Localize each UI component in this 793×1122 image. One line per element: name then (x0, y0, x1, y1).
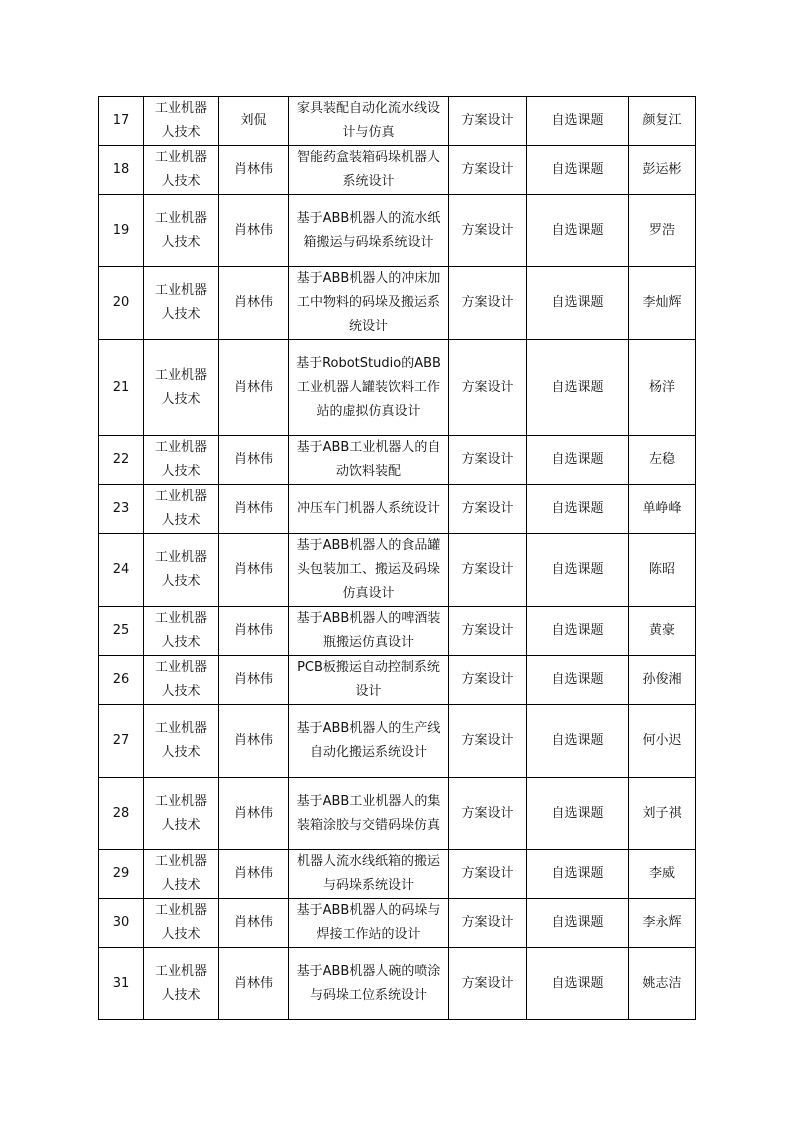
row-number-cell (99, 778, 144, 850)
student-cell-text: 彭运彬 (642, 162, 682, 177)
topic-cell-text: PCB板搬运自动控制系统设计 (297, 660, 440, 699)
advisor-cell-text: 肖林伟 (233, 915, 273, 930)
major-cell (144, 850, 219, 899)
topic-cell (289, 534, 449, 607)
project-type-cell (449, 850, 527, 899)
project-type-cell-text: 方案设计 (461, 733, 514, 748)
topic-cell-text: 基于ABB机器人碗的喷涂与码垛工位系统设计 (296, 963, 441, 1003)
topic-cell-text: 基于ABB工业机器人的自动饮料装配 (296, 440, 441, 479)
major-cell (144, 705, 219, 778)
row-number-cell (99, 267, 144, 340)
topic-source-cell (527, 850, 629, 899)
row-number-cell-text: 21 (112, 379, 130, 395)
topic-source-cell (527, 534, 629, 607)
row-number-cell-text: 18 (112, 162, 130, 177)
topic-cell (289, 146, 449, 195)
major-cell-text: 工业机器人技术 (154, 721, 207, 760)
topic-source-cell-text: 自选课题 (551, 866, 604, 881)
major-cell (144, 340, 219, 436)
major-cell (144, 899, 219, 948)
student-cell-text: 李永辉 (642, 915, 682, 930)
student-cell-text: 陈昭 (648, 562, 675, 577)
topic-cell (289, 778, 449, 850)
table-row (99, 778, 696, 850)
row-number-cell-text: 22 (112, 452, 130, 467)
major-cell (144, 656, 219, 705)
table-row (99, 485, 696, 534)
topic-cell (289, 340, 449, 436)
advisor-cell (219, 705, 289, 778)
student-cell (629, 705, 696, 778)
major-cell-text: 工业机器人技术 (154, 611, 207, 650)
student-cell (629, 97, 696, 146)
advisor-cell (219, 948, 289, 1020)
project-type-cell (449, 948, 527, 1020)
row-number-cell-text: 27 (112, 733, 130, 748)
advisor-cell (219, 146, 289, 195)
topic-source-cell-text: 自选课题 (551, 452, 604, 467)
topic-cell-text: 基于RobotStudio的ABB工业机器人罐装饮料工作站的虚拟仿真设计 (296, 355, 441, 419)
student-cell-text: 杨洋 (648, 379, 675, 395)
project-type-cell (449, 656, 527, 705)
table-row (99, 656, 696, 705)
topic-source-cell (527, 778, 629, 850)
topic-cell (289, 436, 449, 485)
major-cell (144, 534, 219, 607)
major-cell-text: 工业机器人技术 (154, 550, 207, 589)
student-cell (629, 340, 696, 436)
row-number-cell-text: 30 (112, 915, 130, 930)
project-type-cell-text: 方案设计 (461, 113, 514, 128)
topic-cell (289, 485, 449, 534)
project-type-cell (449, 534, 527, 607)
row-number-cell-text: 17 (112, 113, 130, 128)
row-number-cell (99, 705, 144, 778)
topic-source-cell-text: 自选课题 (551, 975, 604, 991)
project-type-cell-text: 方案设计 (461, 222, 514, 238)
topic-source-cell-text: 自选课题 (551, 113, 604, 128)
project-type-cell (449, 267, 527, 340)
advisor-cell (219, 267, 289, 340)
project-type-cell (449, 340, 527, 436)
table-row (99, 97, 696, 146)
table-row (99, 436, 696, 485)
advisor-cell (219, 534, 289, 607)
major-cell-text: 工业机器人技术 (154, 793, 207, 833)
table-row (99, 705, 696, 778)
advisor-cell (219, 899, 289, 948)
advisor-cell-text: 肖林伟 (233, 805, 273, 821)
advisor-cell-text: 肖林伟 (233, 623, 273, 638)
row-number-cell-text: 28 (112, 805, 130, 821)
major-cell-text: 工业机器人技术 (154, 440, 207, 479)
topic-cell-text: 智能药盒装箱码垛机器人系统设计 (296, 150, 440, 189)
advisor-cell-text: 刘侃 (240, 113, 267, 128)
project-type-cell (449, 778, 527, 850)
advisor-cell-text: 肖林伟 (233, 452, 273, 467)
row-number-cell-text: 20 (112, 295, 130, 310)
project-type-cell (449, 436, 527, 485)
topic-source-cell-text: 自选课题 (551, 805, 604, 821)
topic-cell-text: 基于ABB机器人的码垛与焊接工作站的设计 (296, 903, 441, 942)
advisor-cell-text: 肖林伟 (233, 975, 273, 991)
student-cell (629, 778, 696, 850)
advisor-cell (219, 195, 289, 267)
table-row (99, 146, 696, 195)
table-row (99, 850, 696, 899)
topic-source-cell (527, 948, 629, 1020)
project-type-cell (449, 485, 527, 534)
student-cell (629, 948, 696, 1020)
advisor-cell (219, 778, 289, 850)
topic-cell-text: 冲压车门机器人系统设计 (296, 501, 440, 516)
student-cell-text: 姚志洁 (642, 975, 682, 991)
topic-source-cell-text: 自选课题 (551, 295, 604, 310)
major-cell-text: 工业机器人技术 (154, 101, 207, 140)
advisor-cell (219, 340, 289, 436)
row-number-cell-text: 23 (112, 501, 130, 516)
topic-source-cell-text: 自选课题 (551, 379, 604, 395)
advisor-cell (219, 656, 289, 705)
project-type-cell-text: 方案设计 (461, 672, 514, 687)
advisor-cell-text: 肖林伟 (233, 733, 273, 748)
topic-source-cell-text: 自选课题 (551, 623, 604, 638)
project-type-cell-text: 方案设计 (461, 501, 514, 516)
row-number-cell-text: 31 (112, 975, 130, 991)
row-number-cell-text: 25 (112, 623, 130, 638)
project-type-cell-text: 方案设计 (461, 562, 514, 577)
project-type-cell (449, 705, 527, 778)
topic-source-cell-text: 自选课题 (551, 915, 604, 930)
student-cell-text: 李威 (648, 866, 675, 881)
row-number-cell (99, 656, 144, 705)
major-cell-text: 工业机器人技术 (154, 660, 207, 699)
topic-cell (289, 850, 449, 899)
student-cell-text: 刘子祺 (642, 805, 682, 821)
topic-cell (289, 656, 449, 705)
row-number-cell-text: 24 (112, 562, 130, 577)
topic-source-cell-text: 自选课题 (551, 672, 604, 687)
student-cell (629, 607, 696, 656)
major-cell (144, 485, 219, 534)
row-number-cell (99, 485, 144, 534)
advisor-cell-text: 肖林伟 (233, 222, 273, 238)
major-cell (144, 436, 219, 485)
student-cell-text: 何小迟 (642, 733, 682, 748)
row-number-cell (99, 436, 144, 485)
major-cell (144, 195, 219, 267)
project-type-cell-text: 方案设计 (461, 866, 514, 881)
topic-source-cell (527, 436, 629, 485)
project-type-cell (449, 195, 527, 267)
student-cell (629, 436, 696, 485)
topic-cell-text: 基于ABB机器人的啤酒装瓶搬运仿真设计 (296, 611, 441, 650)
major-cell (144, 146, 219, 195)
topic-cell (289, 195, 449, 267)
topic-source-cell (527, 705, 629, 778)
project-type-cell-text: 方案设计 (461, 295, 514, 310)
row-number-cell (99, 146, 144, 195)
topic-cell (289, 607, 449, 656)
student-cell (629, 267, 696, 340)
topic-source-cell-text: 自选课题 (551, 162, 604, 177)
topic-source-cell (527, 607, 629, 656)
project-table (98, 96, 696, 1020)
topic-source-cell-text: 自选课题 (551, 501, 604, 516)
project-type-cell (449, 146, 527, 195)
topic-cell-text: 基于ABB机器人的流水纸箱搬运与码垛系统设计 (296, 210, 441, 250)
student-cell-text: 罗浩 (648, 222, 675, 238)
topic-cell-text: 基于ABB机器人的食品罐头包装加工、搬运及码垛仿真设计 (296, 538, 441, 601)
major-cell (144, 948, 219, 1020)
project-type-cell-text: 方案设计 (461, 975, 514, 991)
major-cell (144, 607, 219, 656)
project-type-cell-text: 方案设计 (461, 379, 514, 395)
project-type-cell (449, 607, 527, 656)
student-cell-text: 左稳 (648, 452, 675, 467)
student-cell (629, 656, 696, 705)
student-cell (629, 146, 696, 195)
advisor-cell-text: 肖林伟 (233, 162, 273, 177)
table-row (99, 899, 696, 948)
topic-cell-text: 机器人流水线纸箱的搬运与码垛系统设计 (296, 854, 440, 893)
project-type-cell-text: 方案设计 (461, 623, 514, 638)
major-cell-text: 工业机器人技术 (154, 150, 207, 189)
major-cell-text: 工业机器人技术 (154, 283, 207, 322)
row-number-cell (99, 340, 144, 436)
topic-cell (289, 948, 449, 1020)
major-cell-text: 工业机器人技术 (154, 854, 207, 893)
row-number-cell-text: 29 (112, 866, 130, 881)
project-type-cell-text: 方案设计 (461, 452, 514, 467)
table-row (99, 195, 696, 267)
advisor-cell-text: 肖林伟 (233, 501, 273, 516)
table-row (99, 340, 696, 436)
project-type-cell-text: 方案设计 (461, 915, 514, 930)
table-row (99, 607, 696, 656)
advisor-cell-text: 肖林伟 (233, 866, 273, 881)
row-number-cell (99, 534, 144, 607)
project-type-cell (449, 97, 527, 146)
student-cell (629, 485, 696, 534)
row-number-cell (99, 899, 144, 948)
topic-cell (289, 705, 449, 778)
project-type-cell (449, 899, 527, 948)
student-cell-text: 孙俊湘 (642, 672, 682, 687)
project-type-cell-text: 方案设计 (461, 162, 514, 177)
topic-source-cell (527, 146, 629, 195)
row-number-cell (99, 850, 144, 899)
project-type-cell-text: 方案设计 (461, 805, 514, 821)
topic-source-cell (527, 899, 629, 948)
major-cell (144, 267, 219, 340)
row-number-cell (99, 948, 144, 1020)
advisor-cell-text: 肖林伟 (233, 379, 273, 395)
topic-source-cell-text: 自选课题 (551, 562, 604, 577)
major-cell-text: 工业机器人技术 (154, 489, 207, 528)
table-body (99, 97, 696, 1020)
row-number-cell-text: 26 (112, 672, 130, 687)
advisor-cell-text: 肖林伟 (233, 295, 273, 310)
student-cell (629, 850, 696, 899)
major-cell-text: 工业机器人技术 (154, 210, 207, 250)
topic-cell-text: 基于ABB机器人的冲床加工中物料的码垛及搬运系统设计 (296, 271, 441, 334)
student-cell (629, 534, 696, 607)
row-number-cell (99, 607, 144, 656)
student-cell-text: 黄豪 (648, 623, 675, 638)
table-row (99, 267, 696, 340)
topic-source-cell (527, 97, 629, 146)
topic-source-cell-text: 自选课题 (551, 733, 604, 748)
row-number-cell (99, 195, 144, 267)
student-cell-text: 李灿辉 (642, 295, 682, 310)
advisor-cell (219, 607, 289, 656)
topic-cell (289, 97, 449, 146)
student-cell-text: 颜复江 (642, 113, 682, 128)
advisor-cell-text: 肖林伟 (233, 562, 273, 577)
topic-cell (289, 899, 449, 948)
student-cell (629, 195, 696, 267)
table-row (99, 948, 696, 1020)
major-cell-text: 工业机器人技术 (154, 903, 207, 942)
topic-cell (289, 267, 449, 340)
advisor-cell (219, 436, 289, 485)
topic-source-cell (527, 340, 629, 436)
topic-source-cell (527, 485, 629, 534)
topic-source-cell-text: 自选课题 (551, 222, 604, 238)
row-number-cell (99, 97, 144, 146)
topic-source-cell (527, 656, 629, 705)
major-cell (144, 97, 219, 146)
topic-source-cell (527, 195, 629, 267)
student-cell-text: 单峥峰 (642, 501, 682, 516)
topic-source-cell (527, 267, 629, 340)
table-row (99, 534, 696, 607)
student-cell (629, 899, 696, 948)
major-cell-text: 工业机器人技术 (154, 963, 207, 1003)
advisor-cell-text: 肖林伟 (233, 672, 273, 687)
advisor-cell (219, 850, 289, 899)
topic-cell-text: 家具装配自动化流水线设计与仿真 (296, 101, 440, 140)
major-cell-text: 工业机器人技术 (154, 367, 207, 407)
topic-cell-text: 基于ABB机器人的生产线自动化搬运系统设计 (296, 721, 441, 760)
row-number-cell-text: 19 (112, 222, 130, 238)
advisor-cell (219, 97, 289, 146)
topic-cell-text: 基于ABB工业机器人的集装箱涂胶与交错码垛仿真 (296, 793, 441, 833)
major-cell (144, 778, 219, 850)
advisor-cell (219, 485, 289, 534)
